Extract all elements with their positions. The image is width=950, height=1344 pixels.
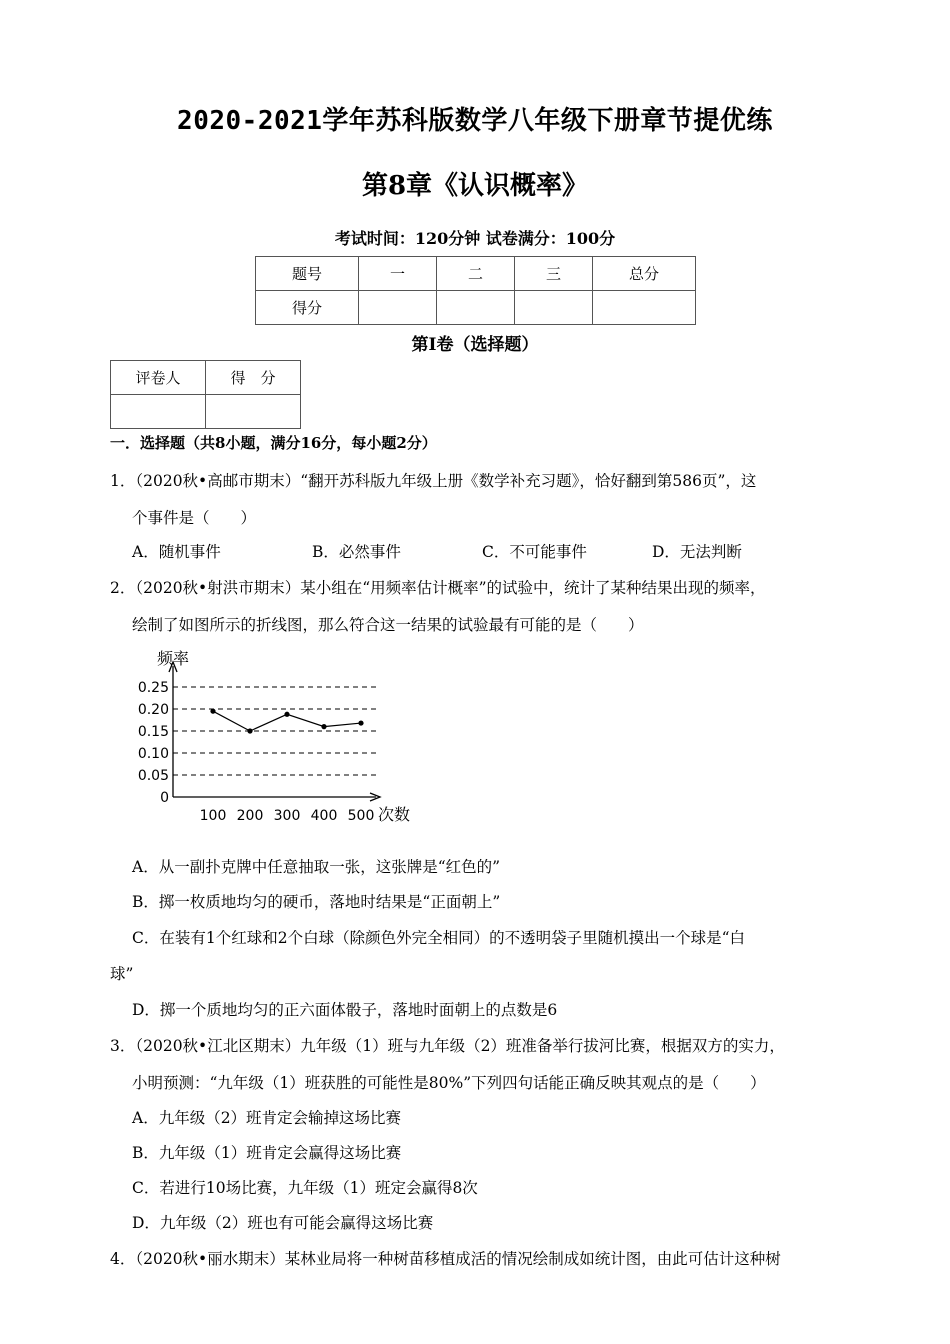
question-3-option-b[interactable]: B．九年级（1）班肯定会赢得这场比赛 xyxy=(132,1144,402,1162)
question-2-option-a[interactable]: A．从一副扑克牌中任意抽取一张，这张牌是“红色的” xyxy=(132,858,501,876)
question-1-option-c[interactable]: C．不可能事件 xyxy=(482,543,587,561)
score-cell[interactable] xyxy=(437,291,515,325)
score-cell[interactable] xyxy=(359,291,437,325)
question-3-option-d[interactable]: D．九年级（2）班也有可能会赢得这场比赛 xyxy=(132,1214,434,1232)
score-table-header-row xyxy=(256,257,696,291)
chart-grid xyxy=(173,687,380,775)
chart-x-ticks xyxy=(200,808,375,824)
chart-data-point xyxy=(284,712,289,717)
score-header-cell: 总分 xyxy=(593,257,696,291)
chart-y-axis-label: 频率 xyxy=(157,649,190,668)
chart-x-tick-label: 400 xyxy=(310,808,338,824)
chart-y-tick-label: 0.20 xyxy=(137,702,169,718)
question-3-line-1: 3．（2020秋•江北区期末）九年级（1）班与九年级（2）班准备举行拔河比赛，根据双方的实力， xyxy=(110,1037,785,1055)
chart-data-point xyxy=(210,709,215,714)
score-header-cell: 一 xyxy=(359,257,437,291)
chart-x-tick-label: 500 xyxy=(347,808,375,824)
grader-input-row xyxy=(111,395,301,429)
document-title: 2020-2021学年苏科版数学八年级下册章节提优练 xyxy=(177,106,773,136)
chart-y-tick-label: 0.25 xyxy=(137,680,169,696)
score-header-cell: 题号 xyxy=(256,257,359,291)
score-table-score-row xyxy=(256,291,696,325)
chart-y-tick-label: 0.05 xyxy=(137,768,169,784)
section-heading: 一．选择题（共8小题，满分16分，每小题2分） xyxy=(110,434,437,452)
score-table xyxy=(255,256,696,325)
chart-data-point xyxy=(358,720,363,725)
question-1-line-1: 1．（2020秋•高邮市期末）“翻开苏科版九年级上册《数学补充习题》，恰好翻到第586页”，这 xyxy=(110,472,757,490)
score-cell[interactable] xyxy=(515,291,593,325)
question-1-line-2: 个事件是（ ） xyxy=(132,509,257,527)
chart-x-axis-label: 次数 xyxy=(378,805,411,824)
chart-x-tick-label: 300 xyxy=(273,808,301,824)
question-2-line-1: 2．（2020秋•射洪市期末）某小组在“用频率估计概率”的试验中，统计了某种结果出现的频率， xyxy=(110,579,766,597)
frequency-line-chart xyxy=(125,640,425,835)
chart-series xyxy=(210,709,363,734)
question-3-line-2: 小明预测：“九年级（1）班获胜的可能性是80%”下列四句话能正确反映其观点的是（ ） xyxy=(132,1074,766,1092)
chart-y-ticks xyxy=(138,680,169,806)
grader-score-cell[interactable] xyxy=(206,395,301,429)
chart-data-point xyxy=(247,728,252,733)
score-label: 得 分 xyxy=(206,361,301,395)
grader-cell[interactable] xyxy=(111,395,206,429)
score-cell[interactable] xyxy=(593,291,696,325)
question-2-option-c[interactable]: C．在装有1个红球和2个白球（除颜色外完全相同）的不透明袋子里随机摸出一个球是“白 xyxy=(132,929,746,947)
score-header-cell: 三 xyxy=(515,257,593,291)
question-2-line-2: 绘制了如图所示的折线图，那么符合这一结果的试验最有可能的是（ ） xyxy=(132,616,644,634)
chart-data-point xyxy=(321,724,326,729)
question-2-option-b[interactable]: B．掷一枚质地均匀的硬币，落地时结果是“正面朝上” xyxy=(132,893,501,911)
volume-title: 第Ⅰ卷（选择题） xyxy=(411,335,539,355)
exam-info: 考试时间：120分钟 试卷满分：100分 xyxy=(334,229,616,248)
score-header-cell: 二 xyxy=(437,257,515,291)
grader-header-row xyxy=(111,361,301,395)
chart-x-tick-label: 100 xyxy=(199,808,227,824)
score-row-label: 得分 xyxy=(256,291,359,325)
chart-y-tick-label: 0 xyxy=(160,790,169,806)
question-1-option-d[interactable]: D．无法判断 xyxy=(652,543,742,561)
chart-y-tick-label: 0.10 xyxy=(137,746,169,762)
chart-x-tick-label: 200 xyxy=(236,808,264,824)
chapter-title: 第8章《认识概率》 xyxy=(361,171,589,201)
question-2-option-d[interactable]: D．掷一个质地均匀的正六面体骰子，落地时面朝上的点数是6 xyxy=(132,1001,558,1019)
question-4-line-1: 4．（2020秋•丽水期末）某林业局将一种树苗移植成活的情况绘制成如统计图，由此可估计这种树 xyxy=(110,1250,781,1268)
question-2-option-c-continued: 球” xyxy=(110,965,134,983)
grader-label: 评卷人 xyxy=(111,361,206,395)
chart-y-tick-label: 0.15 xyxy=(137,724,169,740)
question-1-option-a[interactable]: A．随机事件 xyxy=(132,543,221,561)
grader-table xyxy=(110,360,301,429)
question-3-option-c[interactable]: C．若进行10场比赛，九年级（1）班定会赢得8次 xyxy=(132,1179,478,1197)
question-3-option-a[interactable]: A．九年级（2）班肯定会输掉这场比赛 xyxy=(132,1109,402,1127)
question-1-option-b[interactable]: B．必然事件 xyxy=(312,543,401,561)
